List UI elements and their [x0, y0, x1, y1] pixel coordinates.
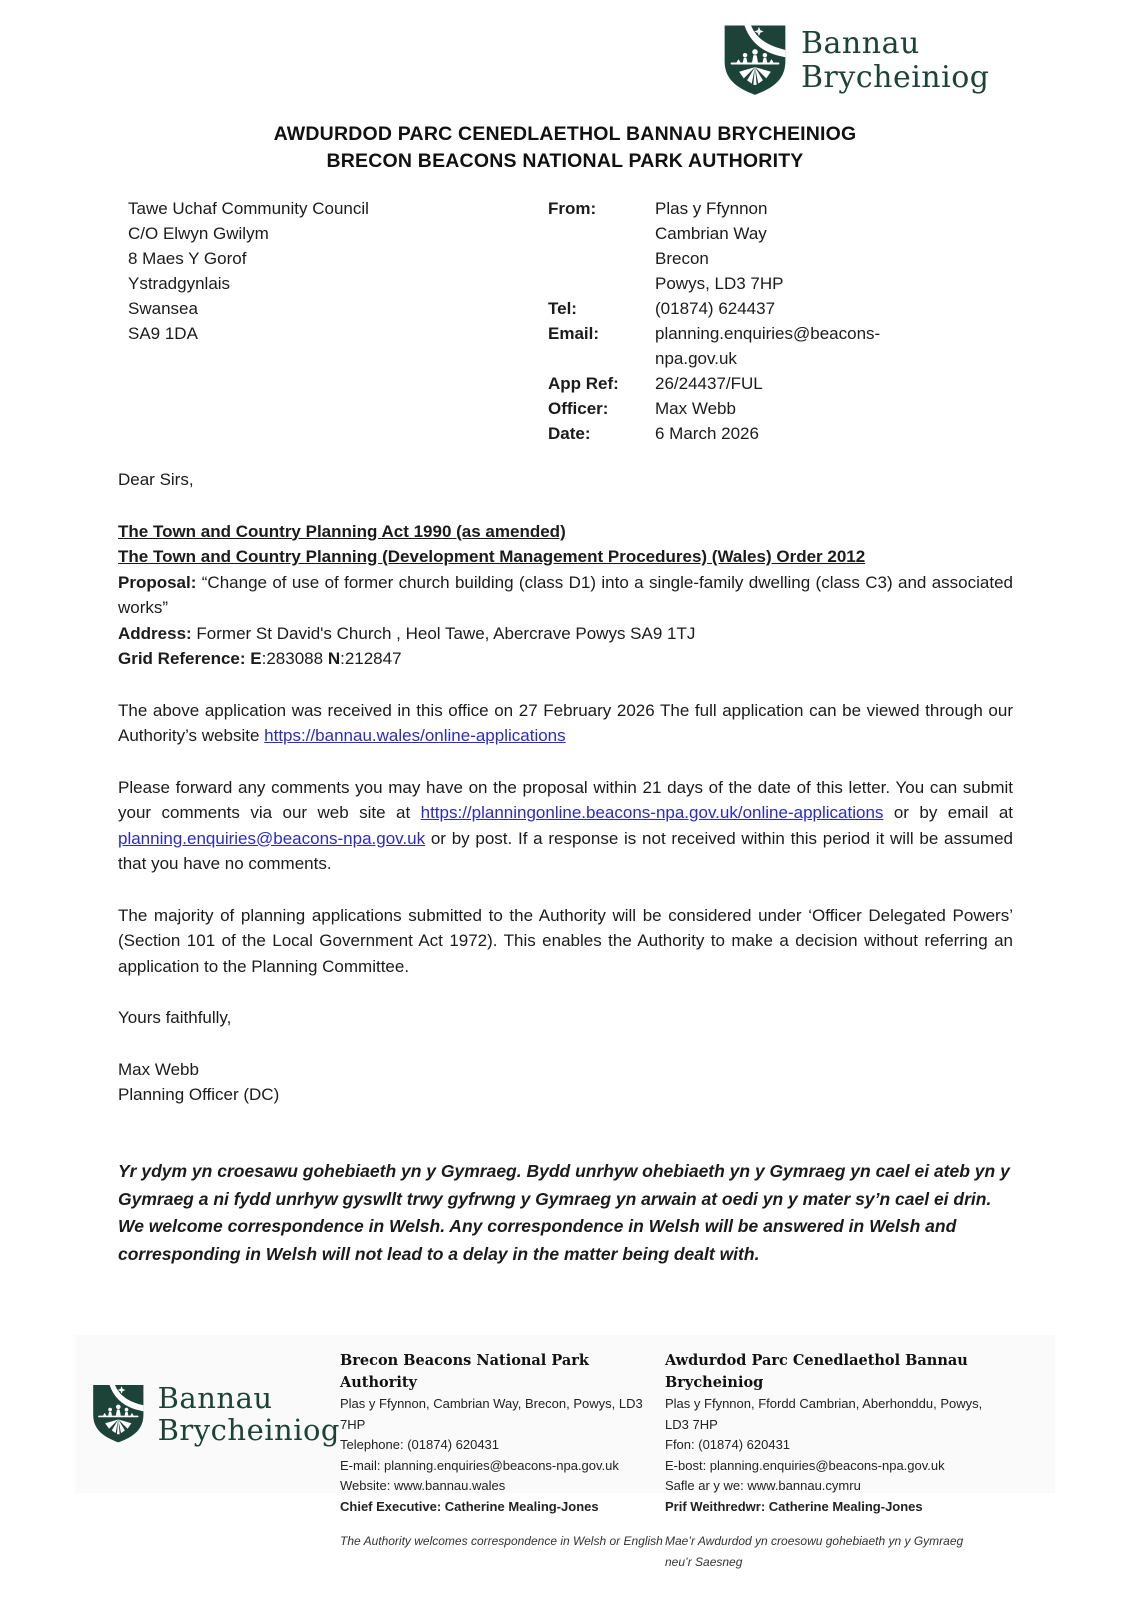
footer-website-english: Website: www.bannau.wales	[340, 1478, 506, 1493]
grid-east-label: E	[250, 649, 262, 668]
header-logo	[722, 24, 990, 97]
footer-logo-word1: Bannau	[157, 1381, 273, 1415]
email-value: planning.enquiries@beacons- npa.gov.uk	[655, 324, 881, 368]
grid-east-value: :283088	[261, 649, 324, 668]
planning-online-link[interactable]: https://planningonline.beacons-npa.gov.uk/online-applications	[420, 803, 884, 822]
footer-exec-welsh: Prif Weithredwr: Catherine Mealing-Jones	[665, 1498, 923, 1514]
recipient-address: Tawe Uchaf Community Council C/O Elwyn Gwilym 8 Maes Y Gorof Ystradgynlais Swansea SA9 1DA	[128, 199, 369, 343]
footer-logo-wordmark	[158, 1382, 340, 1446]
email-label: Email:	[548, 324, 600, 343]
footer-exec-english: Chief Executive: Catherine Mealing-Jones	[340, 1498, 599, 1514]
bannau-brycheiniog-shield-icon	[722, 24, 788, 97]
act-line-1: The Town and Country Planning Act 1990 (as amended)	[118, 521, 566, 541]
footer-column-english	[340, 1335, 665, 1548]
footer-logo-word2: Brycheiniog	[157, 1413, 340, 1447]
footer-note-welsh: Mae’r Awdurdod yn croesowu gohebiaeth yn y Gymraeg neu’r Saesneg	[665, 1534, 964, 1569]
footer-org-welsh: Awdurdod Parc Cenedlaethol Bannau Brycheiniog	[665, 1352, 968, 1391]
grid-reference-line	[118, 646, 1013, 672]
appref-label: App Ref:	[548, 374, 619, 393]
proposal-text: “Change of use of former church building (class D1) into a single-family dwelling (class C3) and associated works”	[118, 572, 1013, 617]
signer-title: Planning Officer (DC)	[118, 1085, 280, 1104]
footer-address-welsh: Plas y Ffynnon, Ffordd Cambrian, Aberhonddu, Powys, LD3 7HP	[665, 1396, 983, 1432]
from-label: From:	[548, 199, 597, 218]
logo-word2: Brycheiniog	[801, 59, 990, 95]
officer-label: Officer:	[548, 399, 609, 418]
paragraph-comments	[118, 775, 1013, 877]
officer-value: Max Webb	[655, 399, 736, 418]
footer-tel-welsh: Ffon: (01874) 620431	[665, 1437, 791, 1452]
footer-tel-english: Telephone: (01874) 620431	[340, 1437, 500, 1452]
footer-org-english: Brecon Beacons National Park Authority	[340, 1352, 589, 1391]
from-address: Plas y Ffynnon Cambrian Way Brecon Powys, LD3 7HP	[655, 199, 784, 293]
footer-logo	[75, 1335, 340, 1493]
authority-title-english: BRECON BEACONS NATIONAL PARK AUTHORITY	[326, 150, 804, 172]
footer-address-english: Plas y Ffynnon, Cambrian Way, Brecon, Powys, LD3 7HP	[340, 1396, 643, 1432]
footer-website-welsh: Safle ar y we: www.bannau.cymru	[665, 1478, 861, 1493]
paragraph-received-text: The above application was received in this office on 27 February 2026 The full application can be viewed through our Authority’s website	[118, 700, 1013, 745]
letter-body	[118, 467, 1013, 1108]
grid-north-label: N	[327, 649, 341, 668]
language-notice	[118, 1158, 1013, 1268]
signature-block	[118, 1057, 1013, 1108]
proposal-line	[118, 570, 1013, 621]
paragraph-comments-text-c: or by post. If a response is not received within this period it will be assumed that you have no comments.	[118, 828, 1013, 873]
address-text: Former St David's Church , Heol Tawe, Abercrave Powys SA9 1TJ	[196, 623, 696, 643]
signer-name: Max Webb	[118, 1059, 199, 1079]
address-label: Address:	[118, 623, 192, 643]
bannau-brycheiniog-shield-icon	[91, 1381, 146, 1447]
act-line-2: The Town and Country Planning (Development Management Procedures) (Wales) Order 2012	[118, 547, 866, 566]
paragraph-comments-text-b: or by email at	[883, 803, 1013, 822]
footer-column-welsh	[665, 1335, 990, 1569]
appref-value: 26/24437/FUL	[655, 374, 763, 393]
authority-title	[0, 121, 1130, 175]
footer-email-english: E-mail: planning.enquiries@beacons-npa.gov.uk	[340, 1457, 619, 1473]
address-meta-section	[118, 196, 1018, 446]
english-notice: We welcome correspondence in Welsh. Any correspondence in Welsh will be answered in Welsh and corresponding in Welsh will not lead to a delay in the matter being dealt with.	[118, 1216, 957, 1264]
proposal-label: Proposal:	[118, 572, 197, 592]
date-value: 6 March 2026	[655, 424, 759, 443]
footer-note-english: The Authority welcomes correspondence in Welsh or English	[340, 1534, 663, 1548]
planning-email-link[interactable]: planning.enquiries@beacons-npa.gov.uk	[118, 828, 426, 848]
welsh-notice: Yr ydym yn croesawu gohebiaeth yn y Gymraeg. Bydd unrhyw ohebiaeth yn y Gymraeg yn cael ei ateb yn y Gymraeg a ni fydd unrhyw gyswllt trwy gyfrwng y Gymraeg yn arwain at oedi yn y mater sy’n cael ei drin.	[118, 1161, 1010, 1209]
tel-value: (01874) 624437	[655, 299, 776, 318]
paragraph-received	[118, 698, 1013, 749]
sender-meta	[548, 196, 880, 446]
logo-word1: Bannau	[801, 25, 920, 61]
paragraph-comments-text-a: Please forward any comments you may have on the proposal within 21 days of the date of this letter. You can submit your comments via our web site at	[118, 777, 1013, 822]
footer-email-welsh: E-bost: planning.enquiries@beacons-npa.gov.uk	[665, 1457, 945, 1473]
grid-north-value: :212847	[340, 649, 402, 668]
logo-wordmark	[801, 27, 990, 95]
salutation: Dear Sirs,	[118, 470, 194, 489]
closing: Yours faithfully,	[118, 1008, 232, 1027]
gridref-label: Grid Reference:	[118, 649, 246, 668]
paragraph-delegated-powers: The majority of planning applications submitted to the Authority will be considered under ‘Officer Delegated Powers’ (Section 101 of the Local Government Act 1972). This enables the Authority to make a decision without referring an application to the Planning Committee.	[118, 905, 1013, 976]
date-label: Date:	[548, 424, 591, 443]
letterhead-footer	[75, 1335, 1055, 1569]
authority-title-welsh: AWDURDOD PARC CENEDLAETHOL BANNAU BRYCHEINIOG	[273, 123, 857, 145]
tel-label: Tel:	[548, 299, 577, 318]
site-address-line	[118, 621, 1013, 647]
application-details	[118, 519, 1013, 672]
online-applications-link[interactable]: https://bannau.wales/online-applications	[264, 726, 566, 745]
